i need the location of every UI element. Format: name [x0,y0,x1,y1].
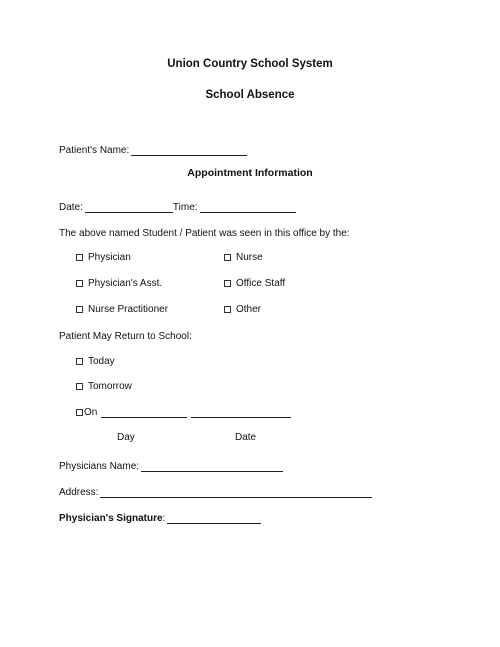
checkbox-label: Nurse [236,251,263,263]
checkbox-tomorrow[interactable] [76,379,132,393]
date-label: Date: [59,202,83,213]
checkbox-label: Physician's Asst. [88,277,163,289]
document-subtitle: School Absence [205,89,295,101]
day-caption: Day [117,432,135,443]
checkbox-icon[interactable] [224,306,231,313]
checkbox-nurse-practitioner[interactable] [76,302,168,316]
checkbox-on[interactable] [76,405,291,419]
date-caption: Date [235,432,257,443]
checkbox-physician[interactable] [76,250,131,264]
checkbox-label: Today [88,355,115,367]
time-label: Time: [172,202,198,213]
return-label-row [59,328,192,342]
checkbox-icon[interactable] [76,254,83,261]
checkbox-label: On [84,406,98,418]
checkbox-icon[interactable] [224,254,231,261]
patient-name-row [59,142,247,156]
time-field[interactable] [200,201,296,213]
checkbox-label: Tomorrow [88,380,132,392]
seen-by-sentence: The above named Student / Patient was seen in this office by the: [59,228,350,239]
checkbox-icon[interactable] [76,383,83,390]
signature-field[interactable] [167,512,261,524]
checkbox-icon[interactable] [224,280,231,287]
address-row [59,484,372,498]
patient-name-field[interactable] [131,144,247,156]
checkbox-today[interactable] [76,354,115,368]
address-field[interactable] [100,486,372,498]
checkbox-nurse[interactable] [224,250,263,264]
checkbox-office-staff[interactable] [224,276,285,290]
signature-label: Physician's Signature [59,513,163,524]
physicians-name-field[interactable] [141,460,283,472]
appointment-section-title: Appointment Information [187,167,313,179]
return-label: Patient May Return to School: [59,331,192,342]
return-date-field[interactable] [191,406,291,418]
date-field[interactable] [85,201,173,213]
physicians-name-label: Physicians Name: [59,461,140,472]
checkbox-icon[interactable] [76,280,83,287]
patient-name-label: Patient's Name: [59,145,130,156]
physicians-name-row [59,458,283,472]
signature-colon: : [162,513,166,524]
checkbox-icon[interactable] [76,306,83,313]
signature-row [59,510,261,524]
checkbox-physicians-asst[interactable] [76,276,162,290]
return-day-field[interactable] [101,406,187,418]
checkbox-icon[interactable] [76,409,83,416]
checkbox-label: Other [236,303,262,315]
document-title: Union Country School System [167,58,333,70]
checkbox-label: Nurse Practitioner [88,303,169,315]
checkbox-other[interactable] [224,302,261,316]
checkbox-label: Office Staff [236,277,286,289]
seen-by-text [59,225,350,239]
checkbox-label: Physician [88,251,131,263]
address-label: Address: [59,487,99,498]
date-time-row [59,199,296,213]
checkbox-icon[interactable] [76,358,83,365]
